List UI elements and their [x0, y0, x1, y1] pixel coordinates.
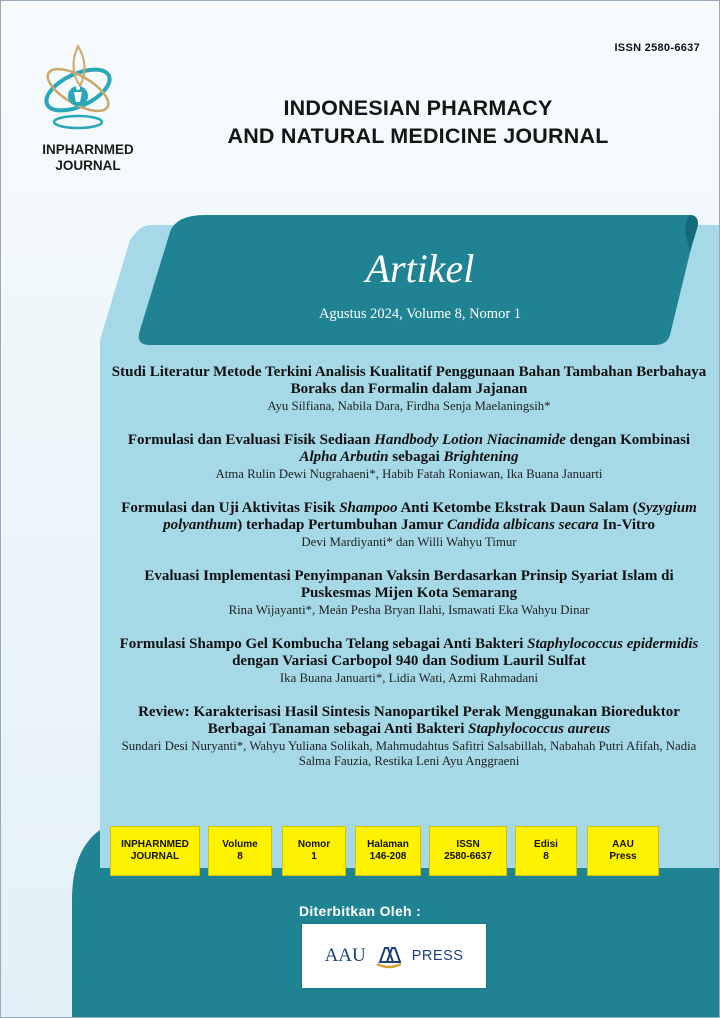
- article-authors: Rina Wijayanti*, Meán Pesha Bryan Ilahi, Ismawati Eka Wahyu Dinar: [228, 603, 590, 617]
- publisher-name-right: PRESS: [411, 948, 464, 964]
- info-box: [110, 826, 200, 876]
- article-title: [108, 636, 710, 670]
- info-box-value: 8: [237, 851, 243, 862]
- info-box-label: Volume: [222, 839, 258, 850]
- issn-label: ISSN 2580-6637: [614, 42, 700, 54]
- article-title-segment: Syzygium polyanthum: [163, 500, 697, 533]
- info-box-label: Nomor: [297, 839, 331, 850]
- article-title-segment: Review: Karakterisasi Hasil Sintesis Nanopartikel Perak Menggunakan Bioreduktor Berbagai Tanaman sebagai Anti Bakteri: [138, 704, 680, 737]
- journal-title: [198, 94, 638, 150]
- article-title-segment: Staphylococcus epidermidis: [527, 636, 699, 652]
- article-authors: Ayu Silfiana, Nabila Dara, Firdha Senja Maelaningsih*: [267, 399, 551, 413]
- article-title-segment: Brightening: [443, 449, 519, 465]
- info-box: [208, 826, 272, 876]
- article-title-segment: ) terhadap Pertumbuhan Jamur: [237, 517, 447, 533]
- article-title-segment: Handbody Lotion Niacinamide: [374, 432, 566, 448]
- info-box-value: Press: [609, 851, 637, 862]
- inpharnmed-logo-icon: [28, 38, 128, 148]
- publisher-logo: [302, 924, 486, 988]
- article-title-segment: dengan Kombinasi: [565, 432, 691, 448]
- article-authors: Devi Mardiyanti* dan Willi Wahyu Timur: [301, 535, 517, 549]
- info-box-label: AAU: [612, 839, 634, 850]
- article-entry: [108, 432, 710, 482]
- article-title-segment: Anti Ketombe Ekstrak Daun Salam (: [397, 500, 638, 516]
- article-title-segment: Formulasi dan Evaluasi Fisik Sediaan: [127, 432, 375, 448]
- article-title-segment: Evaluasi Implementasi Penyimpanan Vaksin Berdasarkan Prinsip Syariat Islam di Puskesmas Mijen Kota Semarang: [144, 568, 674, 601]
- article-authors: Atma Rulin Dewi Nugrahaeni*, Habib Fatah Roniawan, Ika Buana Januarti: [215, 467, 603, 481]
- info-box-label: INPHARNMED: [121, 839, 189, 850]
- article-title: [108, 500, 710, 534]
- logo-line1: INPHARNMED: [42, 142, 134, 157]
- info-box: [587, 826, 659, 876]
- journal-title-line2: AND NATURAL MEDICINE JOURNAL: [227, 124, 609, 148]
- issue-info: Agustus 2024, Volume 8, Nomor 1: [318, 306, 522, 322]
- article-title-segment: dengan Variasi Carbopol 940 dan Sodium Lauril Sulfat: [232, 653, 586, 669]
- journal-title-line1: INDONESIAN PHARMACY: [283, 96, 553, 120]
- info-box-row: [0, 826, 720, 878]
- article-title-segment: Studi Literatur Metode Terkini Analisis Kualitatif Penggunaan Bahan Tambahan Berbahaya Boraks dan Formalin dalam Jajanan: [111, 364, 707, 397]
- article-entry: [108, 364, 710, 414]
- info-box: [429, 826, 507, 876]
- article-title-segment: Alpha Arbutin: [299, 449, 389, 465]
- info-box-value: 1: [311, 851, 317, 862]
- article-title-segment: Formulasi Shampo Gel Kombucha Telang sebagai Anti Bakteri: [119, 636, 528, 652]
- info-box-label: Halaman: [367, 839, 409, 850]
- article-authors: Sundari Desi Nuryanti*, Wahyu Yuliana Solikah, Mahmudahtus Safitri Salsabillah, Nabahah Putri Afifah, Nadia Salma Fauzia, Restika Leni Ayu Anggraeni: [121, 739, 697, 768]
- logo-wordmark: [24, 142, 152, 174]
- article-title: [108, 568, 710, 602]
- article-list: [108, 364, 710, 787]
- article-entry: [108, 500, 710, 550]
- article-authors: Ika Buana Januarti*, Lidia Wati, Azmi Rahmadani: [279, 671, 539, 685]
- info-box-label: ISSN: [456, 839, 480, 850]
- article-title-segment: Staphylococcus aureus: [468, 721, 611, 737]
- article-entry: [108, 568, 710, 618]
- article-entry: [108, 636, 710, 686]
- article-title-segment: sebagai: [388, 449, 444, 465]
- article-title-segment: Candida albicans secara: [447, 517, 599, 533]
- article-title-segment: Shampoo: [339, 500, 398, 516]
- article-title: [108, 432, 710, 466]
- info-box: [355, 826, 421, 876]
- logo-line2: JOURNAL: [55, 158, 121, 173]
- publisher-label: Diterbitkan Oleh :: [298, 903, 422, 919]
- info-box-label: Edisi: [534, 839, 558, 850]
- article-entry: [108, 704, 710, 769]
- info-box: [515, 826, 577, 876]
- article-title: [108, 704, 710, 738]
- article-title: [108, 364, 710, 398]
- article-title-segment: In-Vitro: [598, 517, 655, 533]
- info-box-value: JOURNAL: [130, 851, 180, 862]
- info-box-value: 8: [543, 851, 549, 862]
- info-box-value: 2580-6637: [444, 851, 492, 862]
- publisher-name-left: AAU: [324, 945, 366, 966]
- aau-press-emblem-icon: [374, 942, 404, 970]
- article-title-segment: Formulasi dan Uji Aktivitas Fisik: [121, 500, 340, 516]
- info-box: [282, 826, 346, 876]
- info-box-value: 146-208: [369, 851, 407, 862]
- section-heading: Artikel: [365, 246, 475, 291]
